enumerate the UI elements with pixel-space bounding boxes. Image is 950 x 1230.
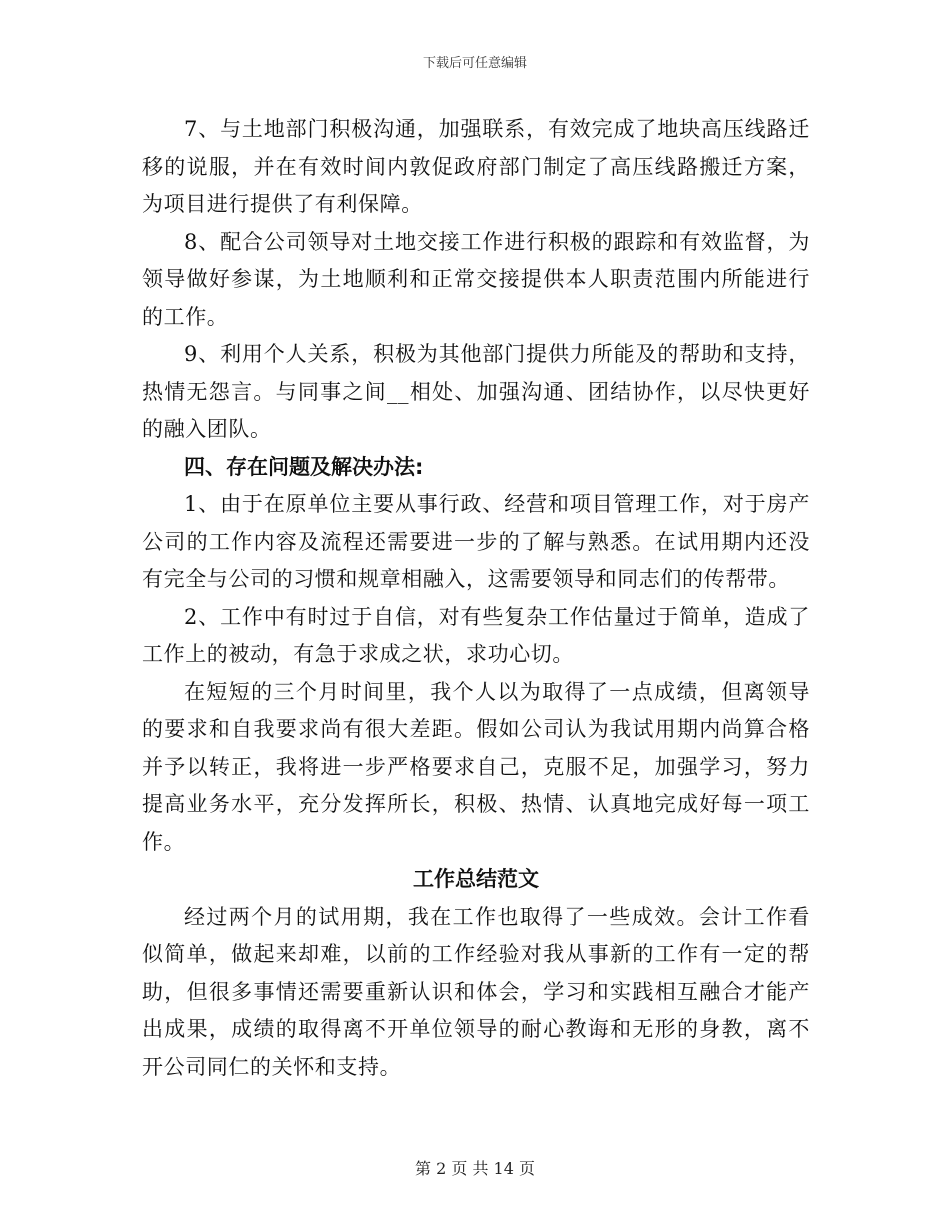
- paragraph-item-8: 8、配合公司领导对土地交接工作进行积极的跟踪和有效监督，为领导做好参谋，为土地顺利和正常交接提供本人职责范围内所能进行的工作。: [142, 229, 810, 329]
- paragraph-item-9: 9、利用个人关系，积极为其他部门提供力所能及的帮助和支持，热情无怨言。与同事之间__相处、加强沟通、团结协作，以尽快更好的融入团队。: [142, 342, 810, 441]
- paragraph-problem-2: 2、工作中有时过于自信，对有些复杂工作估量过于简单，造成了工作上的被动，有急于求成之状，求功心切。: [142, 604, 810, 666]
- paragraph-sample-1: 经过两个月的试用期，我在工作也取得了一些成效。会计工作看似简单，做起来却难，以前的工作经验对我从事新的工作有一定的帮助，但很多事情还需要重新认识和体会，学习和实践相互融合才能产出成果，成绩的取得离不开单位领导的耐心教诲和无形的身教，离不开公司同仁的关怀和支持。: [142, 904, 810, 1079]
- sample-title: 工作总结范文: [413, 867, 539, 891]
- page-header: 下载后可任意编辑: [422, 56, 527, 71]
- paragraph-item-7: 7、与土地部门积极沟通，加强联系，有效完成了地块高压线路迁移的说服，并在有效时间内敦促政府部门制定了高压线路搬迁方案，为项目进行提供了有利保障。: [142, 117, 810, 216]
- paragraph-problem-1: 1、由于在原单位主要从事行政、经营和项目管理工作，对于房产公司的工作内容及流程还需要进一步的了解与熟悉。在试用期内还没有完全与公司的习惯和规章相融入，这需要领导和同志们的传帮带。: [142, 492, 810, 591]
- paragraph-closing: 在短短的三个月时间里，我个人以为取得了一点成绩，但离领导的要求和自我要求尚有很大差距。假如公司认为我试用期内尚算合格并予以转正，我将进一步严格要求自己，克服不足，加强学习，努力提高业务水平，充分发挥所长，积极、热情、认真地完成好每一项工作。: [142, 679, 810, 854]
- section-heading-problems: 四、存在问题及解决办法:: [184, 454, 424, 479]
- page-footer: 第 2 页 共 14 页: [415, 1159, 535, 1178]
- document-body: [142, 111, 810, 1086]
